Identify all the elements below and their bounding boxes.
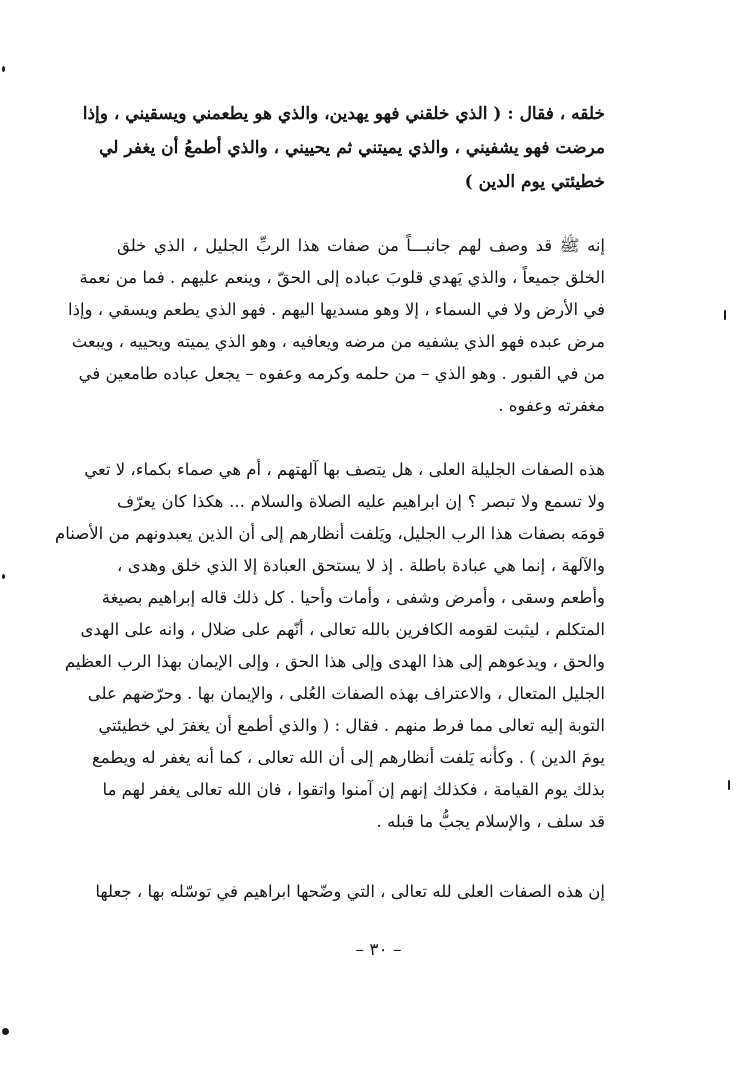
- text-line: الخلق جميعاً ، والذي يَهدي قلوبَ عباده إلى الحقّ ، وينعم عليهم . فما من نعمة: [79, 268, 605, 287]
- page-number-text: – ٣٠ –: [355, 940, 402, 960]
- text-line: قومَه بصفات هذا الرب الجليل، ويَلفت أنظارهم إلى أن الذين يعبدونهم من الأصنام: [55, 524, 605, 543]
- text-line: بذلك يوم القيامة ، فكذلك إنهم إن آمنوا واتقوا ، فان الله تعالى يغفر لهم ما: [102, 780, 605, 799]
- text-line: التوبة إليه تعالى مما فرط منهم . فقال : ( والذي أطمع أن يغفرَ لي خطيئتي: [98, 716, 605, 735]
- text-line: والحق ، ويدعوهم إلى هذا الهدى وإلى هذا الحق ، وإلى الإيمان بهذا الرب العظيم: [64, 652, 605, 671]
- text-line: والآلهة ، إنما هي عبادة باطلة . إذ لا يستحق العبادة إلا الذي خلق وهدى ،: [117, 556, 605, 575]
- text-line: ولا تسمع ولا تبصر ؟ إن ابراهيم عليه الصلاة والسلام ... هكذا كان يعرّف: [117, 492, 605, 511]
- paragraph-ibrahim-argument: [55, 454, 605, 838]
- paragraph-closing: [95, 876, 605, 908]
- text-line: مرض عبده فهو الذي يشفيه من مرضه ويعافيه ، وهو الذي يميته ويحييه ، ويبعث: [71, 332, 605, 351]
- paragraph-attributes-of-lord: [68, 230, 605, 422]
- text-line: يومَ الدين ) . وكأنه يَلفت أنظارهم إلى أن الله تعالى ، كما أنه يغفر له ويطمع: [91, 748, 605, 767]
- page-number: [0, 940, 745, 960]
- scan-speck: [728, 780, 730, 790]
- text-line: قد سلف ، والإسلام يجبُّ ما قبله .: [376, 812, 605, 831]
- paragraph-quran-quote: [82, 97, 605, 199]
- text-line: مغفرته وعفوه .: [498, 396, 605, 415]
- text-line: إن هذه الصفات العلى لله تعالى ، التي وضّحها ابراهيم في توسّله بها ، جعلها: [95, 882, 605, 901]
- text-line: وأطعم وسقى ، وأمرض وشفى ، وأمات وأحيا . كل ذلك قاله إبراهيم بصيغة: [101, 588, 605, 607]
- scan-speck: [2, 66, 5, 72]
- text-line: مرضت فهو يشفيني ، والذي يميتني ثم يحييني ، والذي أطمعُ أن يغفر لي: [99, 138, 605, 158]
- scan-speck: [2, 1028, 9, 1035]
- text-line: في الأرض ولا في السماء ، إلا وهو مسديها اليهم . فهو الذي يطعم ويسقي ، وإذا: [68, 300, 605, 319]
- text-line: إنه ﷺ قد وصف لهم جانبـــاً من صفات هذا الربِّ الجليل ، الذي خلق: [117, 236, 605, 255]
- text-line: المتكلم ، ليثبت لقومه الكافرين بالله تعالى ، أنّهم على ضلال ، وانه على الهدى: [80, 620, 605, 639]
- scan-speck: [724, 310, 726, 320]
- scan-speck: [2, 574, 5, 579]
- text-line: هذه الصفات الجليلة العلى ، هل يتصف بها آلهتهم ، أم هي صماء بكماء، لا تعي: [84, 460, 605, 479]
- text-line: الجليل المتعال ، والاعتراف بهذه الصفات العُلى ، والإيمان بها . وحرّضهم على: [87, 684, 605, 703]
- text-line: خطيئتي يوم الدين ): [464, 172, 605, 192]
- text-line: خلقه ، فقال : ( الذي خلقني فهو يهدين، والذي هو يطعمني ويسقيني ، وإذا: [82, 104, 605, 124]
- text-line: من في القبور . وهو الذي – من حلمه وكرمه وعفوه – يجعل عباده طامعين في: [78, 364, 605, 383]
